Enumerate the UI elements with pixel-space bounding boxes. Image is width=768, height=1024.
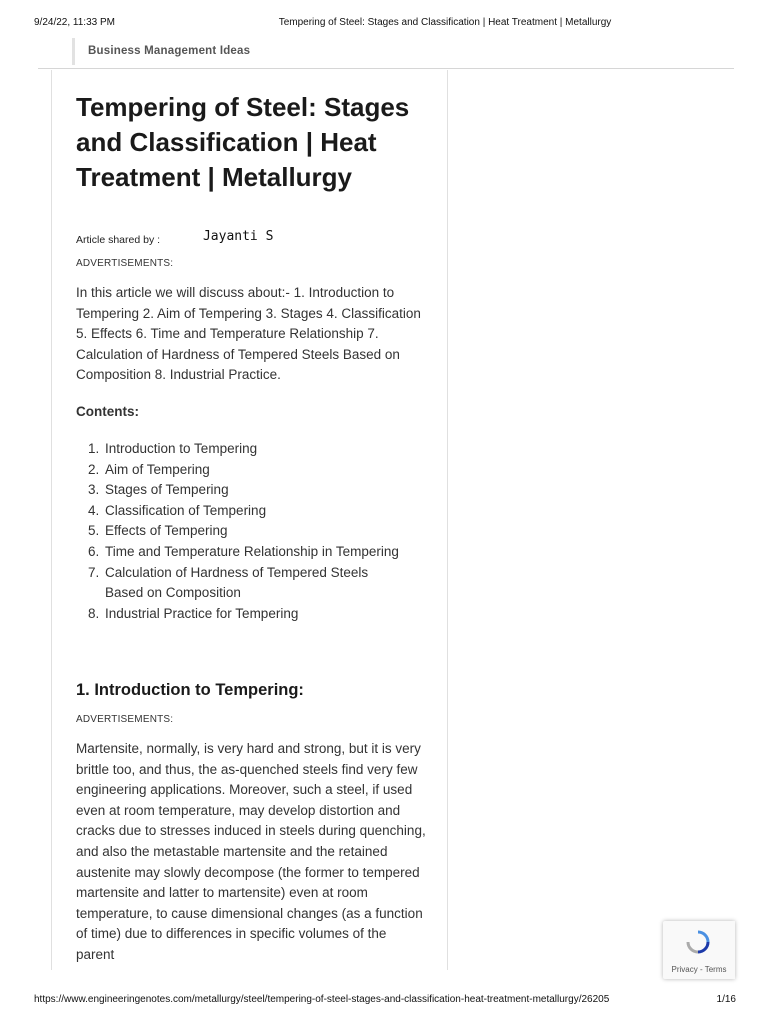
toc-number: 1. (88, 441, 100, 456)
print-footer (0, 994, 768, 1008)
toc-number: 3. (88, 482, 100, 498)
recaptcha-logo-icon (685, 929, 711, 955)
author-name: Jayanti S (202, 229, 274, 244)
byline-label: Article shared by : (76, 234, 161, 246)
toc-number: 5. (88, 523, 100, 539)
toc-number: 6. (88, 543, 100, 559)
print-url: https://www.engineeringenotes.com/metallurgy/steel/tempering-of-steel-stages-and-classification-heat-treatment-metallurgy/26205 (34, 994, 610, 1005)
recaptcha-badge[interactable] (663, 921, 735, 979)
toc-number: 7. (88, 564, 100, 580)
toc-number: 8. (88, 605, 100, 621)
contents-heading: Contents: (76, 404, 139, 419)
recaptcha-links (663, 965, 735, 974)
toc-link-aim[interactable]: Aim of Tempering (105, 461, 210, 477)
toc-number: 4. (88, 502, 100, 518)
toc-number: 2. (88, 461, 100, 477)
intro-paragraph: In this article we will discuss about:- 1. Introduction to Tempering 2. Aim of Tempering 3. Stages 4. Classification 5. Effects 6. Time and Temperature Relationship 7. Calculation of Hardness of Tempered Steels Based on Composition 8. Industrial Practice. (76, 285, 421, 383)
toc-item (76, 460, 406, 481)
toc-item (76, 480, 406, 501)
toc-item (76, 604, 406, 625)
toc-link-industrial-practice[interactable]: Industrial Practice for Tempering (105, 605, 299, 621)
header-divider (72, 38, 75, 65)
article-title: Tempering of Steel: Stages and Classification | Heat Treatment | Metallurgy (76, 92, 410, 192)
toc-link-time-temperature[interactable]: Time and Temperature Relationship in Tempering (105, 543, 399, 559)
print-page-number: 1/16 (716, 994, 736, 1005)
recaptcha-separator: - (697, 965, 705, 974)
toc-link-classification[interactable]: Classification of Tempering (105, 502, 267, 518)
table-of-contents (76, 439, 406, 624)
toc-link-effects[interactable]: Effects of Tempering (105, 523, 228, 539)
toc-item (76, 439, 406, 460)
site-header (38, 38, 734, 69)
recaptcha-privacy-link[interactable]: Privacy (671, 965, 698, 974)
advertisement-label: ADVERTISEMENTS: (76, 714, 174, 725)
print-header (0, 17, 768, 31)
toc-item (76, 521, 406, 542)
print-page-title: Tempering of Steel: Stages and Classification | Heat Treatment | Metallurgy (278, 17, 612, 28)
section-heading-introduction: 1. Introduction to Tempering: (76, 681, 304, 699)
print-date: 9/24/22, 11:33 PM (34, 17, 115, 28)
site-name-link[interactable]: Business Management Ideas (88, 45, 251, 57)
toc-link-stages[interactable]: Stages of Tempering (105, 482, 229, 498)
section-body-text: Martensite, normally, is very hard and strong, but it is very brittle too, and thus, the as-quenched steels find very few engineering applications. Moreover, such a steel, if used even at room temperature, may develop distortion and cracks due to stresses induced in steels during quenching, and also the metastable martensite and the retained austenite may slowly decompose (the former to tempered martensite and latter to martensite) even at room temperature, to cause dimensional changes (as a function of time) due to differences in specific volumes of the parent (76, 741, 426, 962)
toc-item (76, 563, 406, 604)
toc-item (76, 542, 406, 563)
byline (76, 229, 274, 247)
toc-link-introduction[interactable]: Introduction to Tempering (105, 441, 258, 456)
toc-link-hardness-calculation[interactable]: Calculation of Hardness of Tempered Steels Based on Composition (105, 564, 369, 601)
advertisement-label: ADVERTISEMENTS: (76, 258, 174, 269)
toc-item (76, 501, 406, 522)
recaptcha-terms-link[interactable]: Terms (704, 965, 727, 974)
